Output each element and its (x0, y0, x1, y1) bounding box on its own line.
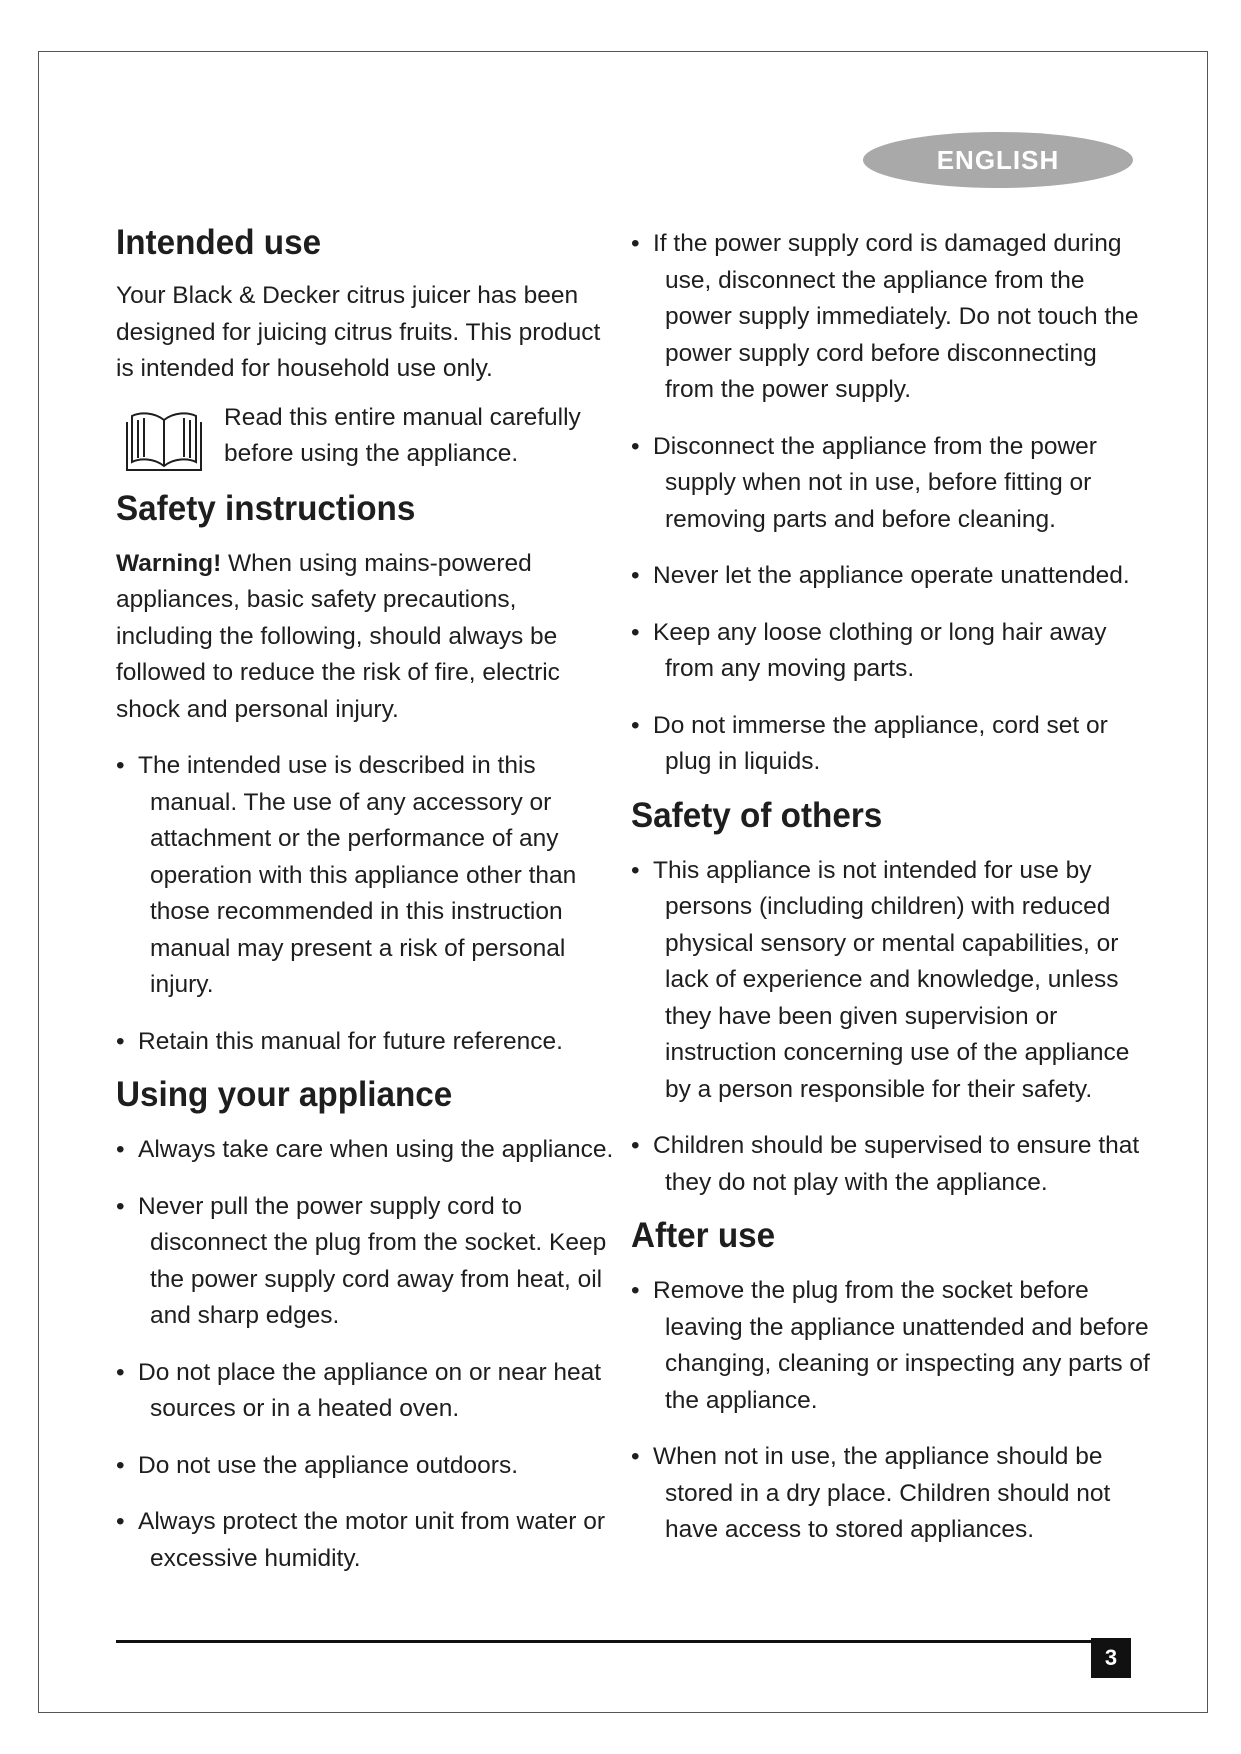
right-column (631, 226, 1151, 1549)
heading-intended-use: Intended use (116, 223, 322, 262)
list-item: • Never pull the power supply cord to disconnect the plug from the socket. Keep the power supply cord away from heat, oil and sharp edges. (116, 1189, 616, 1335)
list-item: • When not in use, the appliance should be stored in a dry place. Children should not have access to stored appliances. (631, 1439, 1151, 1549)
heading-safety-instructions: Safety instructions (116, 488, 416, 528)
list-item: • The intended use is described in this manual. The use of any accessory or attachment or the performance of any operation with this appliance other than those recommended in this instruction manual may present a risk of personal injury. (116, 748, 616, 1004)
list-item: • Do not place the appliance on or near heat sources or in a heated oven. (116, 1355, 616, 1428)
intended-use-text: Your Black & Decker citrus juicer has been designed for juicing citrus fruits. This product is intended for household use only. (116, 282, 601, 382)
safety-warning (116, 546, 616, 729)
list-item: • Never let the appliance operate unattended. (631, 558, 1151, 595)
list-item: • Remove the plug from the socket before leaving the appliance unattended and before changing, cleaning or inspecting any parts of the appliance. (631, 1273, 1151, 1419)
list-item: • Children should be supervised to ensure that they do not play with the appliance. (631, 1128, 1151, 1201)
list-item: • Always take care when using the appliance. (116, 1132, 616, 1169)
manual-note (124, 404, 616, 474)
list-item: • Keep any loose clothing or long hair away from any moving parts. (631, 615, 1151, 688)
list-item: • Do not use the appliance outdoors. (116, 1448, 616, 1485)
list-item: • Always protect the motor unit from water or excessive humidity. (116, 1504, 616, 1577)
list-item: • This appliance is not intended for use by persons (including children) with reduced physical sensory or mental capabilities, or lack of experience and knowledge, unless they have been given supervision or instruction concerning use of the appliance by a person responsible for their safety. (631, 853, 1151, 1109)
list-item: • If the power supply cord is damaged during use, disconnect the appliance from the power supply immediately. Do not touch the power supply cord before disconnecting from the power supply. (631, 226, 1151, 409)
language-badge: ENGLISH (863, 132, 1133, 188)
warning-text: When using mains-powered appliances, basic safety precautions, including the following, should always be followed to reduce the risk of fire, electric shock and personal injury. (116, 549, 560, 723)
footer-rule (116, 1640, 1096, 1643)
heading-safety-of-others: Safety of others (631, 795, 883, 835)
page-number: 3 (1091, 1638, 1131, 1678)
left-column (116, 222, 616, 1577)
manual-book-icon (124, 404, 204, 474)
heading-after-use: After use (631, 1216, 776, 1255)
heading-using-appliance: Using your appliance (116, 1075, 453, 1114)
list-item: • Do not immerse the appliance, cord set or plug in liquids. (631, 708, 1151, 781)
manual-note-text: Read this entire manual carefully before using the appliance. (224, 403, 581, 467)
list-item: • Disconnect the appliance from the power supply when not in use, before fitting or removing parts and before cleaning. (631, 429, 1151, 539)
warning-label: Warning! (116, 549, 222, 577)
list-item: • Retain this manual for future reference. (116, 1024, 616, 1061)
